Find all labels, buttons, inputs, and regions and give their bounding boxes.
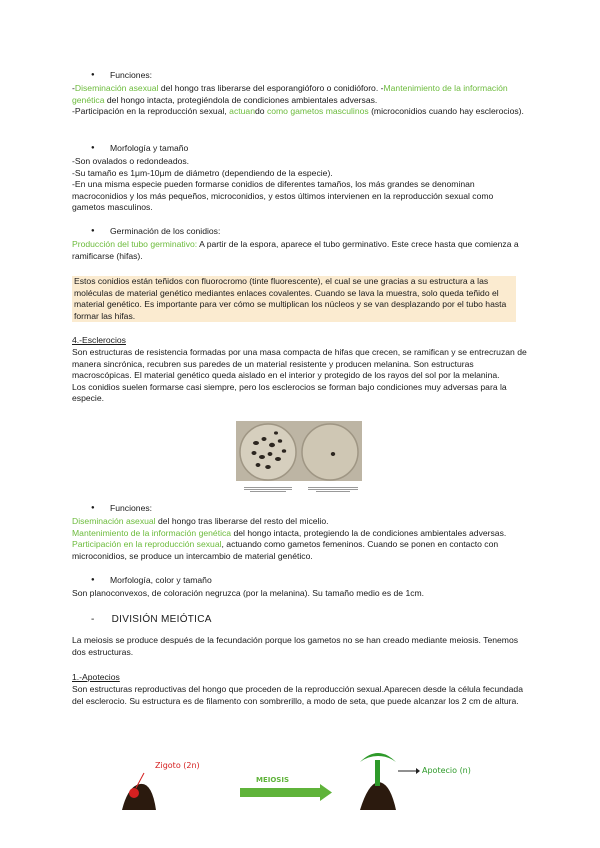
meiosis-diagram — [120, 744, 480, 814]
paragraph-apotecios: Son estructuras reproductivas del hongo que proceden de la reproducción sexual.Aparecen desde la célula fecundada del esclerocio. Su estructura es de filamento con sombrerillo, a modo de seta, que puede alcanzar los 2 cm de altura. — [72, 684, 523, 706]
photo-caption-left — [244, 486, 292, 495]
bullet-funciones: ● Funciones: — [91, 70, 152, 82]
paragraph-funciones-1: -Diseminación asexual del hongo tras liberarse del esporangióforo o conidióforo. -Mantenimiento de la información genética del hongo intacta, protegiéndola de condiciones ambientales adversas. -Participación en la reproducción sexual, actuando como gametos masculinos (microconidios cuando hay esclerocios). — [72, 83, 524, 117]
paragraph-meiosis: La meiosis se produce después de la fecundación porque los gametos no se han creado mediante meiosis. Tenemos dos estructuras. — [72, 635, 519, 657]
heading-esclerocios: 4.-Esclerocios — [72, 335, 126, 345]
petri-dish-photo — [236, 421, 362, 481]
paragraph-morfologia: -Son ovalados o redondeados. -Su tamaño es 1μm-10μm de diámetro (dependiendo de la especie). -En una misma especie pueden formarse conidios de diferentes tamaños, los más grandes se denominan macroconidios y los más pequeños, microconidios, y estos últimos intervienen en la reproducción sexual como gametos masculinos. — [72, 156, 494, 213]
meiosis-arrow-body — [240, 788, 320, 797]
bullet-morfologia: ● Morfología y tamaño — [91, 143, 188, 155]
photo-caption-right — [308, 486, 358, 495]
apotecio-label: Apotecio (n) — [422, 766, 471, 775]
paragraph-funciones-esclerocios: Diseminación asexual del hongo tras liberarse del resto del micelio. Mantenimiento de la información genética del hongo intacta, protegiendo la de condiciones ambientales adversas. Participación en la reproducción sexual, actuando como gametos femeninos. Cuando se ponen en contacto con microconidios, se produce un intercambio de material genético. — [72, 516, 507, 561]
apotecio-stem — [375, 760, 380, 786]
heading-division-meiotica: - DIVISIÓN MEIÓTICA — [91, 614, 212, 625]
meiosis-arrow-head — [320, 784, 332, 801]
highlighted-paragraph: Estos conidios están teñidos con fluorocromo (tinte fluorescente), el cual se une gracias a su estructura a las moléculas de material genético mediantes enlaces covalentes. Cuando se lava la muestra, solo queda teñido el material genético. Es importante para ver cómo se multiplican los núcleos y se van desplazando por el tubo hasta formar las hifas. — [72, 276, 516, 322]
zigoto-label: Zigoto (2n) — [155, 761, 200, 770]
bullet-germinacion: ● Germinación de los conidios: — [91, 226, 220, 238]
paragraph-germinacion: Producción del tubo germinativo: A partir de la espora, aparece el tubo germinativo. Este crece hasta que comienza a ramificarse (hifas). — [72, 239, 519, 261]
heading-apotecios: 1.-Apotecios — [72, 672, 120, 682]
meiosis-figure — [120, 744, 480, 814]
paragraph-morfologia-color: Son planoconvexos, de coloración negruzca (por la melanina). Su tamaño medio es de 1cm. — [72, 588, 425, 598]
sclerotium-mound-left — [122, 784, 156, 810]
bullet-funciones-esclerocios: ● Funciones: — [91, 503, 152, 515]
bullet-morfologia-color: ● Morfología, color y tamaño — [91, 575, 212, 587]
meiosis-label: MEIOSIS — [256, 776, 289, 784]
sclerotia-image — [236, 421, 362, 481]
paragraph-esclerocios: Son estructuras de resistencia formadas por una masa compacta de hifas que crecen, se ramifican y se entrecruzan de manera sincrónica, recubren sus paredes de un material resistente y producen melanina. Son estructuras macroscópicas. El material genético queda aislado en el interior y protegido de los rayos del sol por la melanina. Los conidios suelen formarse casi siempre, pero los esclerocios se forman bajo condiciones muy adversas para la especie. — [72, 347, 527, 404]
sclerotium-mound-right — [360, 782, 396, 810]
zigoto-dot — [129, 788, 139, 798]
